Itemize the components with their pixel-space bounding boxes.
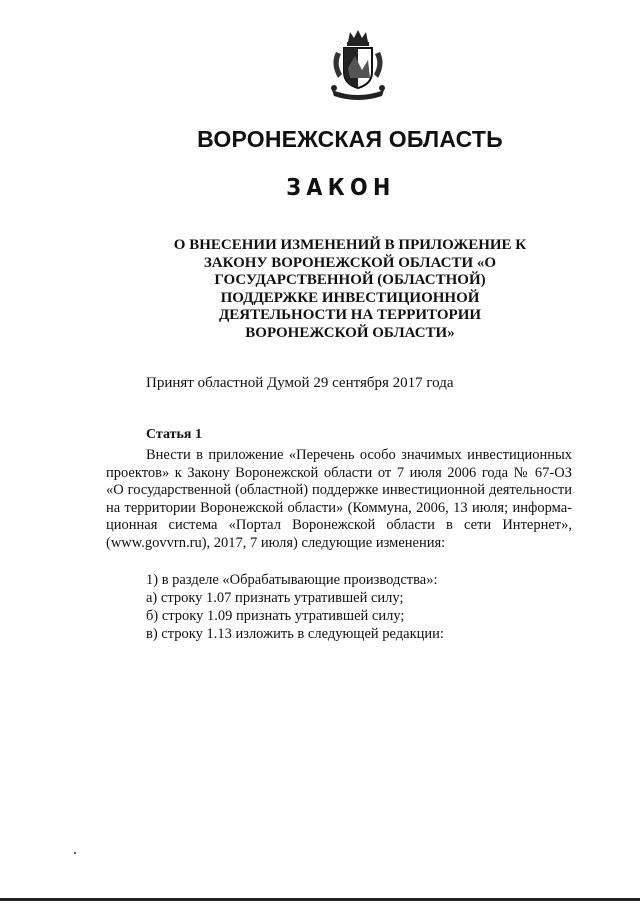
law-title-line: ДЕЯТЕЛЬНОСТИ НА ТЕРРИТОРИИ — [218, 307, 482, 324]
article-body — [106, 447, 572, 552]
document-type: ЗАКОН — [286, 175, 396, 201]
law-title — [170, 237, 530, 343]
change-item: 1) в разделе «Обрабатывающие производства»: — [146, 572, 438, 588]
article-heading: Статья 1 — [146, 427, 202, 442]
law-title-line: ЗАКОНУ ВОРОНЕЖСКОЙ ОБЛАСТИ «О — [203, 254, 497, 271]
region-name: ВОРОНЕЖСКАЯ ОБЛАСТЬ — [197, 126, 503, 152]
law-title-line: ВОРОНЕЖСКОЙ ОБЛАСТИ» — [245, 324, 455, 341]
changes-list — [146, 571, 444, 643]
change-item: в) строку 1.13 изложить в следующей редакции: — [146, 626, 444, 642]
change-item: а) строку 1.07 признать утратившей силу; — [146, 590, 404, 606]
article-body-line: «О государственной (областной) поддержке инвестиционной деятельности — [106, 482, 572, 498]
article-body-line: проектов» к Закону Воронежской области от 7 июля 2006 года № 67-ОЗ — [106, 464, 572, 481]
law-title-line: О ВНЕСЕНИИ ИЗМЕНЕНИЙ В ПРИЛОЖЕНИЕ К — [173, 237, 527, 253]
article-body-line: ционная система «Портал Воронежской области в сети Интернет», — [106, 517, 572, 533]
article-body-line: Внести в приложение «Перечень особо значимых инвестиционных — [146, 447, 572, 463]
scan-speck — [74, 852, 76, 854]
article-body-line: (www.govvrn.ru), 2017, 7 июля) следующие изменения: — [106, 534, 446, 551]
law-title-line: ГОСУДАРСТВЕННОЙ (ОБЛАСТНОЙ) — [214, 272, 486, 289]
article-body-line: на территории Воронежской области» (Коммуна, 2006, 13 июля; информа- — [106, 499, 572, 516]
coat-of-arms-emblem — [324, 28, 392, 104]
change-item: б) строку 1.09 признать утратившей силу; — [146, 608, 405, 624]
law-title-line: ПОДДЕРЖКЕ ИНВЕСТИЦИОННОЙ — [220, 289, 480, 306]
adoption-statement: Принят областной Думой 29 сентября 2017 года — [146, 375, 454, 391]
page-bottom-edge — [0, 898, 640, 901]
